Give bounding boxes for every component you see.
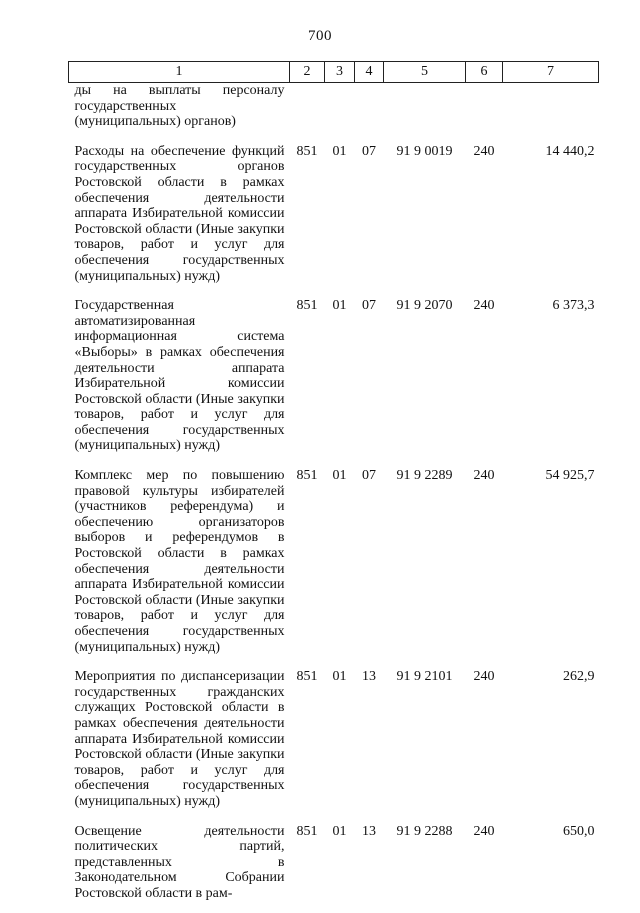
target-code: 91 9 2288	[396, 823, 453, 839]
row-description: Государственная автоматизированная информационная система «Выборы» в рамках обеспечения деятельности аппарата Избирательной комиссии Ростовской области (Иные закупки товаров, работ и услуг для обеспечения государственных (муниципальных) нужд)	[74, 298, 285, 454]
table-row	[69, 821, 599, 913]
expense-type-code: 240	[473, 143, 495, 159]
amount: 650,0	[563, 823, 595, 839]
column-header-1: 1	[69, 62, 290, 83]
column-header-5: 5	[384, 62, 466, 83]
ministry-code: 851	[296, 298, 318, 314]
subsection-code: 07	[362, 298, 376, 314]
expense-type-code: 240	[473, 823, 495, 839]
ministry-code: 851	[296, 823, 318, 839]
column-header-6: 6	[466, 62, 503, 83]
section-code: 01	[332, 669, 347, 685]
subsection-code: 13	[362, 823, 376, 839]
subsection-code: 07	[362, 143, 376, 159]
target-code: 91 9 2289	[396, 468, 453, 484]
column-header-3: 3	[325, 62, 355, 83]
target-code: 91 9 0019	[396, 143, 453, 159]
expense-type-code: 240	[473, 669, 495, 685]
ministry-code: 851	[296, 669, 318, 685]
continuation-row	[69, 83, 599, 141]
amount: 6 373,3	[552, 298, 595, 314]
section-code: 01	[332, 143, 347, 159]
section-code: 01	[332, 468, 347, 484]
ministry-code: 851	[296, 143, 318, 159]
table-row	[69, 666, 599, 820]
target-code: 91 9 2070	[396, 298, 453, 314]
continuation-description: ды на выплаты персоналу государственных (муниципальных) органов)	[74, 83, 285, 130]
budget-table	[68, 61, 599, 913]
row-description: Освещение деятельности политических партий, представленных в Законодательном Собрании Ростовской области в рам-	[74, 823, 285, 901]
table-row	[69, 465, 599, 666]
column-header-7: 7	[503, 62, 599, 83]
row-description: Расходы на обеспечение функций государственных органов Ростовской области в рамках обеспечения деятельности аппарата Избирательной комиссии Ростовской области (Иные закупки товаров, работ и услуг для обеспечения государственных (муниципальных) нужд)	[74, 143, 285, 284]
page-number: 700	[308, 28, 332, 44]
row-description: Мероприятия по диспансеризации государственных гражданских служащих Ростовской области в рамках обеспечения деятельности аппарата Избирательной комиссии Ростовской области (Иные закупки товаров, работ и услуг для обеспечения государственных (муниципальных) нужд)	[74, 669, 285, 809]
subsection-code: 13	[362, 669, 376, 685]
expense-type-code: 240	[473, 468, 495, 484]
target-code: 91 9 2101	[396, 669, 453, 685]
column-number-header	[69, 62, 599, 83]
amount: 262,9	[563, 669, 595, 685]
ministry-code: 851	[296, 468, 318, 484]
subsection-code: 07	[362, 468, 376, 484]
row-description: Комплекс мер по повышению правовой культуры избирателей (участников референдума) и обеспечению организаторов выборов и референдумов в Ростовской области в рамках обеспечения деятельности аппарата Избирательной комиссии Ростовской области (Иные закупки товаров, работ и услуг для обеспечения государственных (муниципальных) нужд)	[74, 468, 285, 655]
table-row	[69, 141, 599, 295]
column-header-4: 4	[355, 62, 384, 83]
amount: 54 925,7	[545, 468, 595, 484]
section-code: 01	[332, 298, 347, 314]
column-header-2: 2	[290, 62, 325, 83]
table-row	[69, 295, 599, 465]
expense-type-code: 240	[473, 298, 495, 314]
amount: 14 440,2	[545, 143, 595, 159]
section-code: 01	[332, 823, 347, 839]
